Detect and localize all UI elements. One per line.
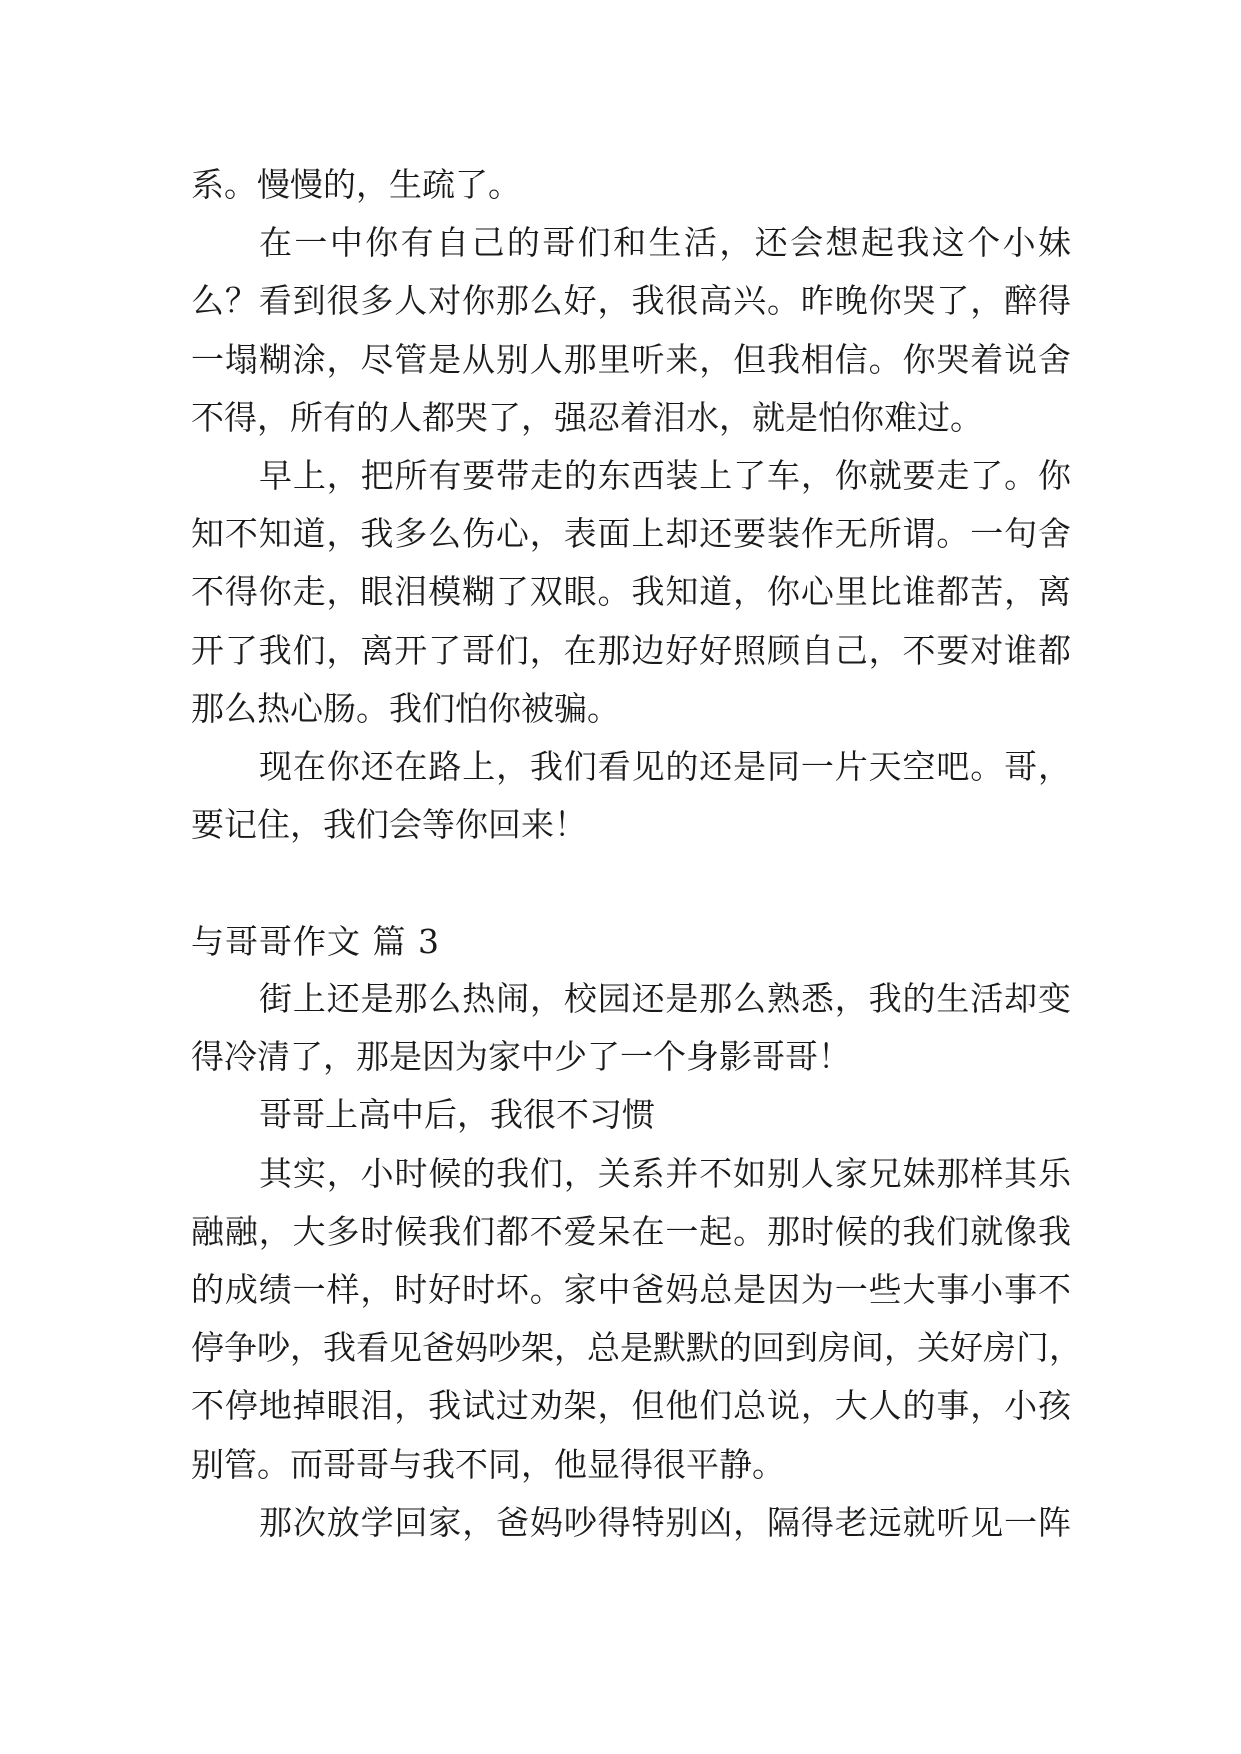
section-heading: 与哥哥作文 篇 3 xyxy=(191,922,440,961)
text-line: 不得你走，眼泪模糊了双眼。我知道，你心里比谁都苦，离 xyxy=(191,572,1071,612)
text-line: 得冷清了，那是因为家中少了一个身影哥哥！ xyxy=(191,1037,851,1077)
text-line: 融融，大多时候我们都不爱呆在一起。那时候的我们就像我 xyxy=(191,1211,1071,1251)
text-line: 系。慢慢的，生疏了。 xyxy=(191,165,521,204)
text-line: 现在你还在路上，我们看见的还是同一片天空吧。哥， xyxy=(259,747,1071,786)
text-line: 么？看到很多人对你那么好，我很高兴。昨晚你哭了，醉得 xyxy=(191,281,1071,321)
text-line: 那么热心肠。我们怕你被骗。 xyxy=(191,688,620,728)
text-line: 哥哥上高中后，我很不习惯 xyxy=(259,1095,655,1135)
text-line: 在一中你有自己的哥们和生活，还会想起我这个小妹 xyxy=(259,223,1071,263)
text-line: 别管。而哥哥与我不同，他显得很平静。 xyxy=(191,1444,785,1484)
text-line: 不停地掉眼泪，我试过劝架，但他们总说，大人的事，小孩 xyxy=(191,1386,1071,1426)
text-line: 那次放学回家，爸妈吵得特别凶，隔得老远就听见一阵 xyxy=(259,1502,1071,1542)
text-line: 一塌糊涂，尽管是从别人那里听来，但我相信。你哭着说舍 xyxy=(191,339,1071,379)
text-line: 停争吵，我看见爸妈吵架，总是默默的回到房间，关好房门， xyxy=(191,1328,1082,1368)
text-line: 要记住，我们会等你回来！ xyxy=(191,805,587,845)
text-line: 其实，小时候的我们，关系并不如别人家兄妹那样其乐 xyxy=(259,1153,1071,1193)
text-line: 街上还是那么热闹，校园还是那么熟悉，我的生活却变 xyxy=(259,979,1071,1018)
text-line: 的成绩一样，时好时坏。家中爸妈总是因为一些大事小事不 xyxy=(191,1270,1071,1309)
text-line: 知不知道，我多么伤心，表面上却还要装作无所谓。一句舍 xyxy=(191,514,1071,554)
text-line: 早上，把所有要带走的东西装上了车，你就要走了。你 xyxy=(259,456,1071,495)
text-line: 不得，所有的人都哭了，强忍着泪水，就是怕你难过。 xyxy=(191,397,983,437)
text-line: 开了我们，离开了哥们，在那边好好照顾自己，不要对谁都 xyxy=(191,630,1071,670)
